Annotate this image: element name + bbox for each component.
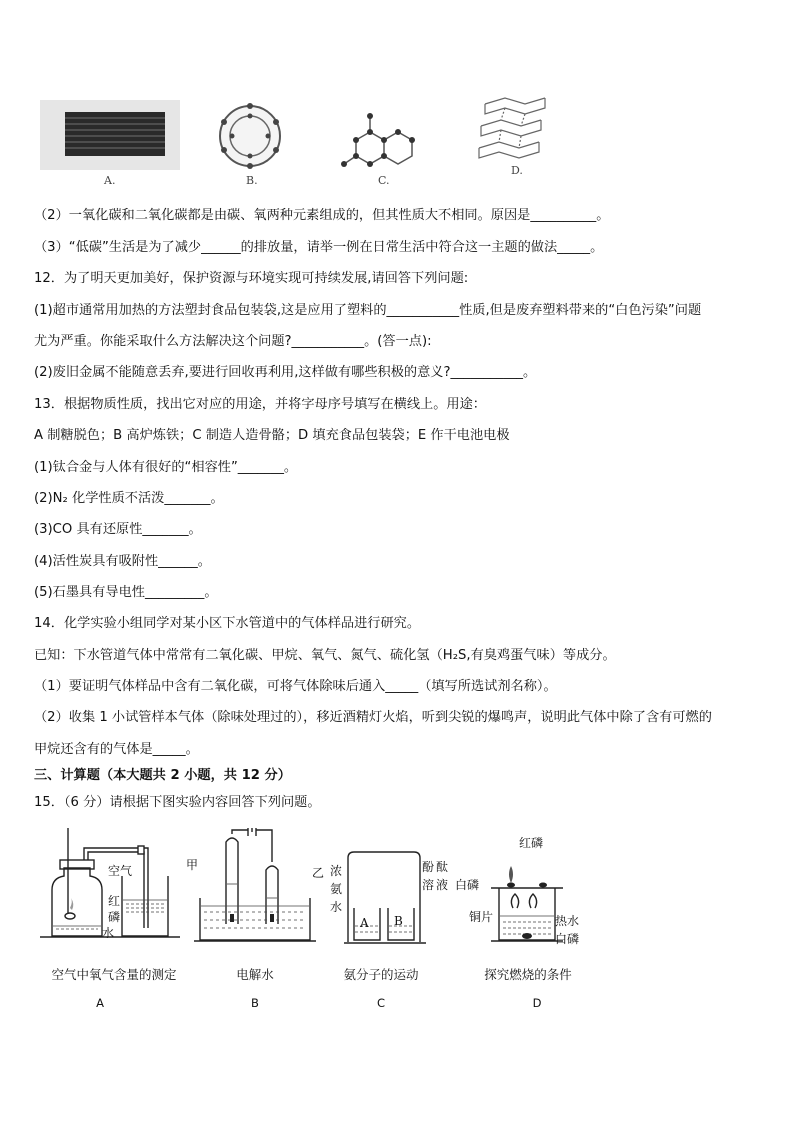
exp-b-label-yi: 乙 (312, 866, 325, 880)
q13-part4: (4)活性炭具有吸附性______。 (34, 554, 211, 569)
figure-c-label: C. (378, 174, 390, 187)
exp-a-label-water: 水 (102, 926, 115, 940)
experiment-a (40, 828, 190, 1018)
figure-c-diamond (340, 108, 430, 192)
exp-c-letter: C (376, 996, 386, 1010)
exp-c-caption: 氨分子的运动 (343, 967, 419, 982)
exp-d-label-hotwater: 热水 (555, 914, 580, 928)
q11-part3: （3）“低碳”生活是为了减少______的排放量，请举一例在日常生活中符合这一主题的做法_____。 (34, 240, 604, 255)
fullerene-image (210, 100, 290, 172)
q12-part1-b: 尤为严重。你能采取什么方法解决这个问题?___________。(答一点): (34, 334, 432, 349)
exp-c-label-tai: 酞 (436, 860, 449, 874)
exp-a-letter: A (96, 996, 104, 1010)
experiment-b-apparatus (190, 828, 330, 946)
figure-a-label: A. (104, 174, 116, 187)
exp-a-label-air: 空气 (108, 864, 133, 878)
figure-d-graphite (475, 94, 575, 192)
q13-part5: (5)石墨具有导电性_________。 (34, 585, 218, 600)
q14-part1: （1）要证明气体样品中含有二氧化碳，可将气体除味后通入_____（填写所选试剂名称）。 (34, 679, 557, 694)
figure-d-label: D. (511, 164, 523, 177)
exp-d-label-copper: 铜片 (469, 910, 494, 924)
exp-a-caption: 空气中氧气含量的测定 (51, 967, 177, 982)
q13-part3: (3)CO 具有还原性_______。 (34, 522, 202, 537)
exp-c-label-an: 氨 (330, 882, 343, 896)
q13-options: A 制糖脱色；B 高炉炼铁；C 制造人造骨骼；D 填充食品包装袋；E 作干电池电极 (34, 428, 510, 443)
exp-d-letter: D (532, 996, 542, 1010)
q14-stem: 14．化学实验小组同学对某小区下水管道中的气体样品进行研究。 (34, 616, 421, 631)
q12-stem: 12．为了明天更加美好，保护资源与环境实现可持续发展,请回答下列问题: (34, 271, 469, 286)
q13-part1: (1)钛合金与人体有很好的“相容性”_______。 (34, 460, 298, 475)
exp-c-label-fen: 酚 (422, 860, 435, 874)
exp-c-beaker-a: A (360, 916, 369, 930)
graphite-image (475, 94, 555, 164)
exp-a-label-p: 磷 (108, 910, 121, 924)
exp-c-label-rong: 溶 (422, 878, 435, 892)
q11-part2: （2）一氧化碳和二氧化碳都是由碳、氧两种元素组成的，但其性质大不相同。原因是__________。 (34, 208, 610, 223)
exp-c-label-ye: 液 (436, 878, 449, 892)
exp-c-beaker-b: B (394, 914, 403, 928)
q12-part2: (2)废旧金属不能随意丢弃,要进行回收再利用,这样做有哪些积极的意义?___________。 (34, 365, 537, 380)
section-3-heading: 三、计算题（本大题共 2 小题，共 12 分） (34, 768, 291, 783)
q14-part2-a: （2）收集 1 小试管样本气体（除味处理过的），移近酒精灯火焰，听到尖锐的爆鸣声，说明此气体中除了含有可燃的 (34, 710, 712, 725)
exp-c-label-shui: 水 (330, 900, 343, 914)
exp-d-label-whitep: 白磷 (455, 878, 480, 892)
figure-a-nanotube (40, 100, 180, 192)
q15-stem: 15．（6 分）请根据下图实验内容回答下列问题。 (34, 795, 321, 810)
exp-b-letter: B (251, 996, 259, 1010)
figure-b-label: B. (246, 174, 258, 187)
exp-d-caption: 探究燃烧的条件 (484, 967, 572, 982)
nanotube-image (40, 100, 180, 170)
experiment-a-apparatus (40, 828, 190, 946)
exp-a-label-red: 红 (108, 894, 121, 908)
experiment-d (455, 828, 595, 1018)
exp-c-label-nong: 浓 (330, 864, 343, 878)
experiment-b (186, 828, 330, 1018)
q14-known: 已知：下水管道气体中常常有二氧化碳、甲烷、氧气、氮气、硫化氢（H₂S,有臭鸡蛋气味）等成分。 (34, 648, 616, 663)
exp-b-label-jia: 甲 (186, 858, 199, 872)
exp-b-caption: 电解水 (236, 967, 274, 982)
q12-part1-a: (1)超市通常用加热的方法塑封食品包装袋,这是应用了塑料的___________性质,但是废弃塑料带来的“白色污染”问题 (34, 303, 702, 318)
exp-d-label-redp: 红磷 (519, 836, 544, 850)
figure-b-fullerene (210, 100, 300, 192)
q13-stem: 13．根据物质性质，找出它对应的用途，并将字母序号填写在横线上。用途： (34, 397, 486, 412)
carbon-figures (30, 100, 590, 195)
exp-d-label-whitep2: 白磷 (555, 932, 580, 946)
experiment-c (326, 828, 476, 1018)
q14-part2-b: 甲烷还含有的气体是_____。 (34, 742, 199, 757)
q13-part2: (2)N₂ 化学性质不活泼_______。 (34, 491, 224, 506)
diamond-image (340, 108, 420, 170)
